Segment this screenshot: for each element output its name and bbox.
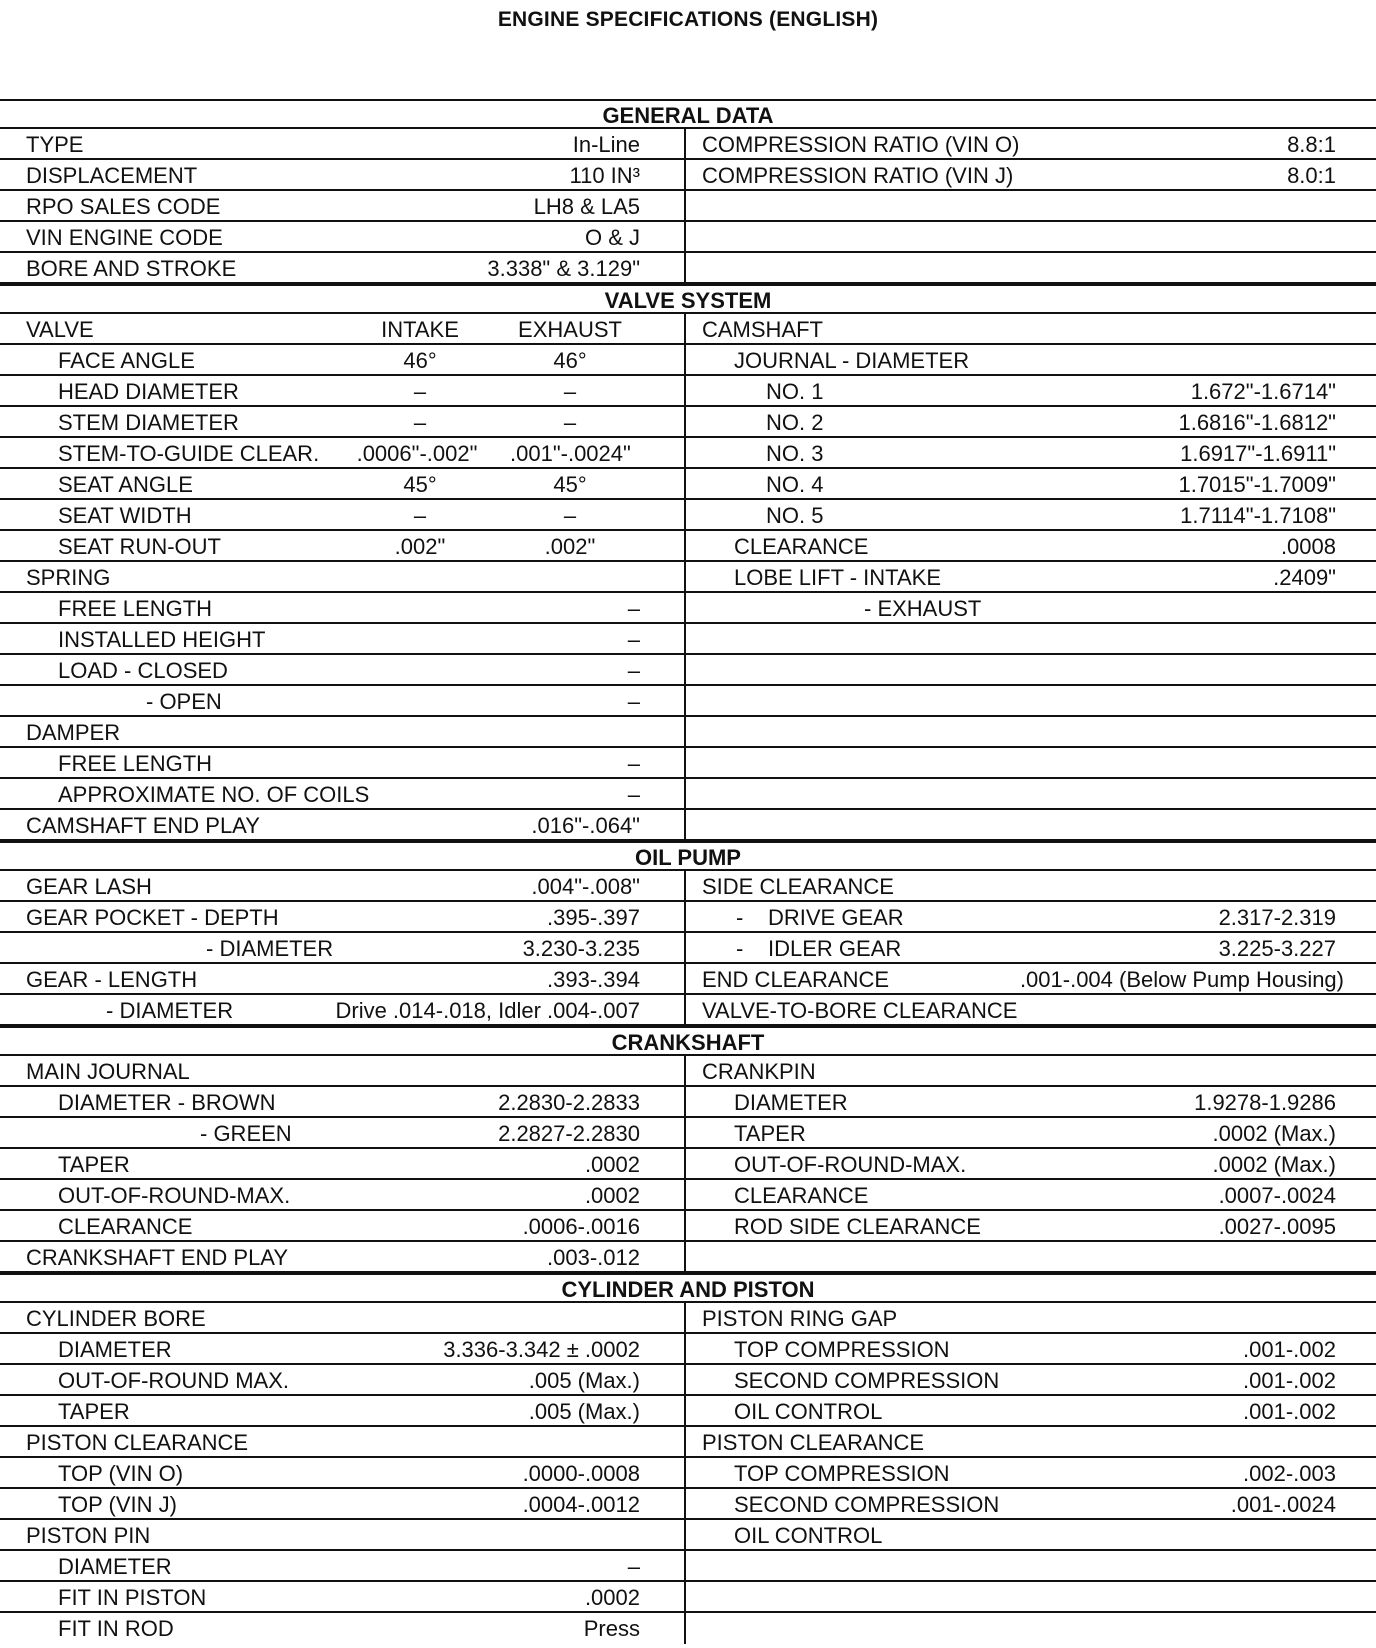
spec-value: 2.2830-2.2833	[498, 1090, 640, 1115]
spec-label: TAPER	[58, 1152, 130, 1177]
table-row	[0, 314, 1376, 345]
spec-label: JOURNAL - DIAMETER	[734, 348, 970, 373]
section-header-oil-pump: OIL PUMP	[0, 841, 1376, 871]
spec-label: RPO SALES CODE	[26, 194, 221, 219]
spec-label: STEM DIAMETER	[58, 410, 239, 435]
spec-label: OUT-OF-ROUND-MAX.	[734, 1152, 967, 1177]
spec-label: TAPER	[734, 1121, 806, 1146]
left-cell	[0, 717, 686, 746]
left-cell	[0, 1489, 686, 1518]
right-cell	[686, 1303, 1376, 1332]
table-row	[0, 655, 1376, 686]
intake-value: .0006"-.002"	[356, 441, 478, 466]
left-cell	[0, 1056, 686, 1085]
spec-label: IDLER GEAR	[768, 936, 902, 961]
left-cell	[0, 1211, 686, 1240]
table-row	[0, 1149, 1376, 1180]
spec-label: - DIAMETER	[106, 998, 234, 1023]
spec-label: VIN ENGINE CODE	[26, 225, 223, 250]
spec-value: 110 IN³	[569, 163, 640, 188]
right-cell	[686, 191, 1376, 220]
spec-value: .0008	[1280, 534, 1336, 559]
spec-label: NO. 1	[766, 379, 824, 404]
right-cell	[686, 253, 1376, 282]
spec-value: –	[627, 1554, 640, 1579]
spec-label: SEAT RUN-OUT	[58, 534, 221, 559]
table-row	[0, 1489, 1376, 1520]
right-cell	[686, 933, 1376, 962]
spec-label: PISTON CLEARANCE	[26, 1430, 249, 1455]
left-cell	[0, 129, 686, 158]
table-row	[0, 1396, 1376, 1427]
left-cell	[0, 1149, 686, 1178]
spec-value: .2409"	[1273, 565, 1336, 590]
spec-value: 3.225-3.227	[1218, 936, 1336, 961]
spec-label: TOP (VIN O)	[58, 1461, 184, 1486]
spec-value: .0002 (Max.)	[1212, 1152, 1336, 1177]
right-cell	[686, 345, 1376, 374]
right-cell	[686, 686, 1376, 715]
spec-value: 3.338" & 3.129"	[487, 256, 640, 281]
list-dash: -	[736, 905, 744, 930]
exhaust-value: –	[563, 503, 577, 528]
spec-value: 2.2827-2.2830	[498, 1121, 640, 1146]
spec-value: 1.6816"-1.6812"	[1178, 410, 1336, 435]
table-row	[0, 964, 1376, 995]
exhaust-value: .002"	[544, 534, 596, 559]
spec-label: APPROXIMATE NO. OF COILS	[58, 782, 370, 807]
right-cell	[686, 902, 1376, 931]
section-header-crankshaft: CRANKSHAFT	[0, 1026, 1376, 1056]
spec-label: PISTON RING GAP	[702, 1306, 898, 1331]
spec-label: END CLEARANCE	[702, 967, 890, 992]
right-cell	[686, 1056, 1376, 1085]
table-row	[0, 1427, 1376, 1458]
right-cell	[686, 1489, 1376, 1518]
spec-label: - OPEN	[146, 689, 222, 714]
spec-label: BORE AND STROKE	[26, 256, 237, 281]
right-cell	[686, 160, 1376, 189]
spec-label: NO. 3	[766, 441, 824, 466]
right-cell	[686, 438, 1376, 467]
left-cell	[0, 531, 686, 560]
left-cell	[0, 1427, 686, 1456]
left-cell	[0, 655, 686, 684]
left-cell	[0, 345, 686, 374]
spec-value: Press	[583, 1616, 640, 1641]
spec-label: NO. 5	[766, 503, 824, 528]
left-cell	[0, 500, 686, 529]
intake-value: –	[413, 503, 427, 528]
table-row	[0, 1582, 1376, 1613]
spec-label: LOBE LIFT - INTAKE	[734, 565, 942, 590]
table-row	[0, 376, 1376, 407]
exhaust-column-header: EXHAUST	[518, 317, 622, 342]
table-row	[0, 1303, 1376, 1334]
list-dash: -	[736, 936, 744, 961]
left-cell	[0, 1118, 686, 1147]
table-row	[0, 717, 1376, 748]
exhaust-value: –	[563, 410, 577, 435]
spec-value: 1.7015"-1.7009"	[1178, 472, 1336, 497]
left-cell	[0, 438, 686, 467]
spec-label: DRIVE GEAR	[768, 905, 904, 930]
spec-value: –	[627, 627, 640, 652]
right-cell	[686, 1180, 1376, 1209]
table-row	[0, 1551, 1376, 1582]
table-row	[0, 871, 1376, 902]
spec-label: TYPE	[26, 132, 84, 157]
spec-label: CLEARANCE	[58, 1214, 193, 1239]
spec-label: DIAMETER	[58, 1554, 172, 1579]
right-cell	[686, 1087, 1376, 1116]
spec-value: Drive .014-.018, Idler .004-.007	[335, 998, 640, 1023]
spec-label: INSTALLED HEIGHT	[58, 627, 266, 652]
table-row	[0, 253, 1376, 284]
spec-label: TOP COMPRESSION	[734, 1337, 950, 1362]
spec-value: 8.0:1	[1287, 163, 1336, 188]
spec-label: DISPLACEMENT	[26, 163, 198, 188]
left-cell	[0, 779, 686, 808]
spec-label: CLEARANCE	[734, 534, 869, 559]
left-cell	[0, 748, 686, 777]
spec-label: COMPRESSION RATIO (VIN O)	[702, 132, 1020, 157]
table-row	[0, 995, 1376, 1026]
spec-label: COMPRESSION RATIO (VIN J)	[702, 163, 1014, 188]
table-row	[0, 1211, 1376, 1242]
right-cell	[686, 1365, 1376, 1394]
spec-value: 1.9278-1.9286	[1194, 1090, 1336, 1115]
table-row	[0, 624, 1376, 655]
spec-value: In-Line	[572, 132, 640, 157]
table-row	[0, 902, 1376, 933]
spec-value: .0002 (Max.)	[1212, 1121, 1336, 1146]
spec-value: .0002	[584, 1183, 640, 1208]
spec-value: 2.317-2.319	[1218, 905, 1336, 930]
right-cell	[686, 871, 1376, 900]
spec-label: NO. 4	[766, 472, 824, 497]
spec-label: FREE LENGTH	[58, 596, 213, 621]
spec-value: .002-.003	[1243, 1461, 1336, 1486]
table-row	[0, 345, 1376, 376]
spec-label: STEM-TO-GUIDE CLEAR.	[58, 441, 320, 466]
spec-label: - EXHAUST	[864, 596, 982, 621]
spec-label: CRANKPIN	[702, 1059, 816, 1084]
document-title: ENGINE SPECIFICATIONS (ENGLISH)	[497, 8, 879, 31]
spec-label: CAMSHAFT	[702, 317, 823, 342]
table-row	[0, 500, 1376, 531]
left-cell	[0, 593, 686, 622]
spec-value: –	[627, 751, 640, 776]
spec-label: FREE LENGTH	[58, 751, 213, 776]
exhaust-value: 45°	[553, 472, 587, 497]
spec-label: LOAD - CLOSED	[58, 658, 228, 683]
spec-value: 1.7114"-1.7108"	[1180, 503, 1336, 528]
right-cell	[686, 500, 1376, 529]
table-row	[0, 438, 1376, 469]
spec-label: SEAT ANGLE	[58, 472, 193, 497]
spec-label: DIAMETER - BROWN	[58, 1090, 276, 1115]
spec-value: .0002	[584, 1152, 640, 1177]
table-row	[0, 686, 1376, 717]
spec-value: .001-.002	[1243, 1399, 1336, 1424]
table-row	[0, 562, 1376, 593]
right-cell	[686, 222, 1376, 251]
spec-label: DAMPER	[26, 720, 121, 745]
left-cell	[0, 624, 686, 653]
intake-value: –	[413, 410, 427, 435]
left-cell	[0, 1520, 686, 1549]
spec-label: GEAR LASH	[26, 874, 152, 899]
spec-value: .393-.394	[547, 967, 640, 992]
left-cell	[0, 160, 686, 189]
spec-label: SIDE CLEARANCE	[702, 874, 894, 899]
right-cell	[686, 995, 1376, 1024]
table-row	[0, 407, 1376, 438]
right-cell	[686, 779, 1376, 808]
left-cell	[0, 314, 686, 343]
spec-label: PISTON CLEARANCE	[702, 1430, 925, 1455]
exhaust-value: 46°	[553, 348, 587, 373]
table-row	[0, 1458, 1376, 1489]
left-cell	[0, 871, 686, 900]
spec-value: 3.336-3.342 ± .0002	[443, 1337, 640, 1362]
left-cell	[0, 933, 686, 962]
spec-value: .001-.002	[1243, 1337, 1336, 1362]
spec-value: .005 (Max.)	[528, 1368, 640, 1393]
spec-value: O & J	[584, 225, 640, 250]
right-cell	[686, 1613, 1376, 1644]
spec-label: TOP COMPRESSION	[734, 1461, 950, 1486]
section-header-valve: VALVE SYSTEM	[0, 284, 1376, 314]
left-cell	[0, 1396, 686, 1425]
left-cell	[0, 469, 686, 498]
spec-value: .003-.012	[547, 1245, 640, 1270]
exhaust-value: .001"-.0024"	[510, 441, 631, 466]
spec-label: TOP (VIN J)	[58, 1492, 177, 1517]
table-row	[0, 1365, 1376, 1396]
spec-label: SPRING	[26, 565, 111, 590]
right-cell	[686, 1582, 1376, 1611]
right-cell	[686, 748, 1376, 777]
spec-label: GEAR - LENGTH	[26, 967, 198, 992]
spec-label: OUT-OF-ROUND MAX.	[58, 1368, 289, 1393]
spec-value: .001-.002	[1243, 1368, 1336, 1393]
spec-label: - DIAMETER	[206, 936, 334, 961]
left-cell	[0, 1334, 686, 1363]
right-cell	[686, 1551, 1376, 1580]
spec-value: 1.672"-1.6714"	[1190, 379, 1336, 404]
left-cell	[0, 810, 686, 839]
spec-label: CRANKSHAFT END PLAY	[26, 1245, 289, 1270]
spec-label: NO. 2	[766, 410, 824, 435]
spec-value: .001-.0024	[1230, 1492, 1336, 1517]
right-cell	[686, 1149, 1376, 1178]
left-cell	[0, 964, 686, 993]
table-row	[0, 160, 1376, 191]
right-cell	[686, 964, 1376, 993]
spec-label: VALVE	[26, 317, 94, 342]
table-row	[0, 1242, 1376, 1273]
spec-label: DIAMETER	[734, 1090, 848, 1115]
spec-label: TAPER	[58, 1399, 130, 1424]
table-row	[0, 593, 1376, 624]
left-cell	[0, 1087, 686, 1116]
right-cell	[686, 562, 1376, 591]
table-row	[0, 222, 1376, 253]
left-cell	[0, 1180, 686, 1209]
table-row	[0, 129, 1376, 160]
right-cell	[686, 593, 1376, 622]
right-cell	[686, 1520, 1376, 1549]
spec-value: .0027-.0095	[1218, 1214, 1336, 1239]
spec-label: OUT-OF-ROUND-MAX.	[58, 1183, 291, 1208]
spec-value: .0006-.0016	[522, 1214, 640, 1239]
spec-label: CYLINDER BORE	[26, 1306, 206, 1331]
spec-label: FACE ANGLE	[58, 348, 195, 373]
spec-value: .0007-.0024	[1218, 1183, 1336, 1208]
section-header-cylinder: CYLINDER AND PISTON	[0, 1273, 1376, 1303]
right-cell	[686, 469, 1376, 498]
spec-label: - GREEN	[200, 1121, 292, 1146]
table-row	[0, 1087, 1376, 1118]
section-header-general: GENERAL DATA	[0, 99, 1376, 129]
right-cell	[686, 314, 1376, 343]
spec-label: VALVE-TO-BORE CLEARANCE	[702, 998, 1018, 1023]
spec-value: .004"-.008"	[531, 874, 640, 899]
spec-label: OIL CONTROL	[734, 1523, 883, 1548]
spec-value: .016"-.064"	[531, 813, 640, 838]
spec-value: –	[627, 658, 640, 683]
left-cell	[0, 407, 686, 436]
left-cell	[0, 562, 686, 591]
left-cell	[0, 253, 686, 282]
table-row	[0, 810, 1376, 841]
spec-value: .0000-.0008	[522, 1461, 640, 1486]
spec-value: 1.6917"-1.6911"	[1180, 441, 1336, 466]
left-cell	[0, 1365, 686, 1394]
left-cell	[0, 995, 686, 1024]
spec-value: .395-.397	[547, 905, 640, 930]
spec-value: .0002	[584, 1585, 640, 1610]
left-cell	[0, 1458, 686, 1487]
spec-value: 3.230-3.235	[522, 936, 640, 961]
left-cell	[0, 1582, 686, 1611]
table-row	[0, 1520, 1376, 1551]
table-row	[0, 1056, 1376, 1087]
table-row	[0, 531, 1376, 562]
left-cell	[0, 376, 686, 405]
left-cell	[0, 902, 686, 931]
table-row	[0, 1334, 1376, 1365]
table-row	[0, 748, 1376, 779]
right-cell	[686, 1396, 1376, 1425]
intake-value: .002"	[394, 534, 446, 559]
spec-label: SECOND COMPRESSION	[734, 1368, 1000, 1393]
left-cell	[0, 1613, 686, 1644]
table-row	[0, 779, 1376, 810]
exhaust-value: –	[563, 379, 577, 404]
right-cell	[686, 1118, 1376, 1147]
spec-label: MAIN JOURNAL	[26, 1059, 190, 1084]
spec-table	[0, 99, 1376, 1644]
right-cell	[686, 655, 1376, 684]
spec-value: –	[627, 782, 640, 807]
right-cell	[686, 717, 1376, 746]
spec-label: GEAR POCKET - DEPTH	[26, 905, 279, 930]
right-cell	[686, 1211, 1376, 1240]
spec-label: CLEARANCE	[734, 1183, 869, 1208]
intake-value: 45°	[403, 472, 437, 497]
table-row	[0, 1180, 1376, 1211]
spec-label: FIT IN ROD	[58, 1616, 174, 1641]
table-row	[0, 1118, 1376, 1149]
spec-value: –	[627, 689, 640, 714]
intake-value: –	[413, 379, 427, 404]
left-cell	[0, 1242, 686, 1271]
spec-label: CAMSHAFT END PLAY	[26, 813, 260, 838]
spec-label: SEAT WIDTH	[58, 503, 192, 528]
intake-column-header: INTAKE	[381, 317, 459, 342]
right-cell	[686, 407, 1376, 436]
right-cell	[686, 376, 1376, 405]
right-cell	[686, 1242, 1376, 1271]
right-cell	[686, 129, 1376, 158]
right-cell	[686, 1458, 1376, 1487]
spec-label: HEAD DIAMETER	[58, 379, 239, 404]
left-cell	[0, 686, 686, 715]
spec-label: DIAMETER	[58, 1337, 172, 1362]
spec-value: .005 (Max.)	[528, 1399, 640, 1424]
left-cell	[0, 1303, 686, 1332]
left-cell	[0, 1551, 686, 1580]
intake-value: 46°	[403, 348, 437, 373]
right-cell	[686, 810, 1376, 839]
spec-label: FIT IN PISTON	[58, 1585, 207, 1610]
spec-label: OIL CONTROL	[734, 1399, 883, 1424]
left-cell	[0, 222, 686, 251]
spec-value: .001-.004 (Below Pump Housing)	[1019, 967, 1344, 992]
spec-label: SECOND COMPRESSION	[734, 1492, 1000, 1517]
table-row	[0, 469, 1376, 500]
table-row	[0, 933, 1376, 964]
left-cell	[0, 191, 686, 220]
table-row	[0, 191, 1376, 222]
spec-value: LH8 & LA5	[533, 194, 640, 219]
right-cell	[686, 1334, 1376, 1363]
spec-value: –	[627, 596, 640, 621]
table-row	[0, 1613, 1376, 1644]
spec-value: .0004-.0012	[522, 1492, 640, 1517]
spec-value: 8.8:1	[1287, 132, 1336, 157]
spec-label: PISTON PIN	[26, 1523, 151, 1548]
right-cell	[686, 531, 1376, 560]
spec-label: ROD SIDE CLEARANCE	[734, 1214, 981, 1239]
right-cell	[686, 1427, 1376, 1456]
right-cell	[686, 624, 1376, 653]
